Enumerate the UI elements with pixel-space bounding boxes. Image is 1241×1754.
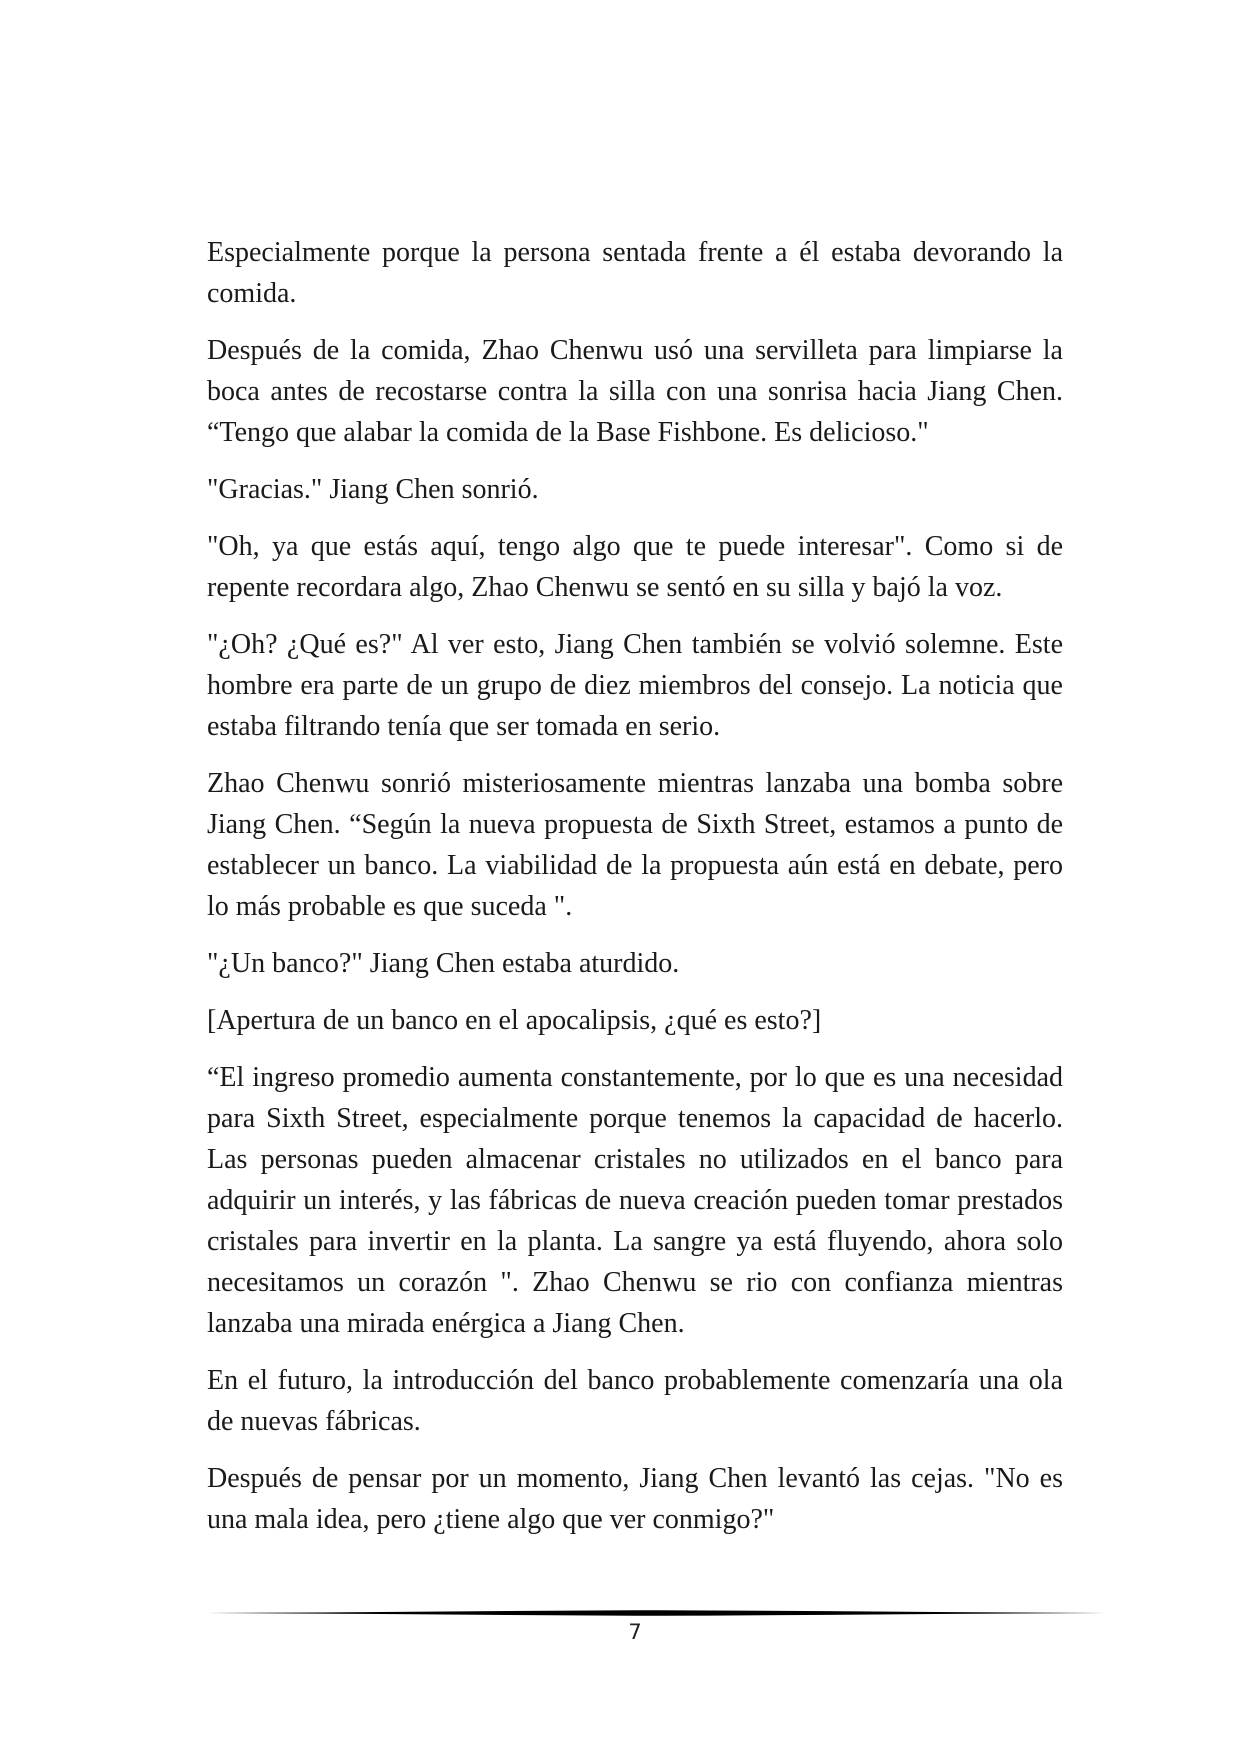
paragraph-4: "Oh, ya que estás aquí, tengo algo que te puede interesar". Como si de repente recordara algo, Zhao Chenwu se sentó en su silla y bajó la voz. xyxy=(207,531,1063,603)
paragraph-7: "¿Un banco?" Jiang Chen estaba aturdido. xyxy=(207,948,680,979)
paragraph-11: Después de pensar por un momento, Jiang Chen levantó las cejas. "No es una mala idea, pero ¿tiene algo que ver conmigo?" xyxy=(207,1463,1063,1535)
paragraph-9: “El ingreso promedio aumenta constantemente, por lo que es una necesidad para Sixth Street, especialmente porque tenemos la capacidad de hacerlo. Las personas pueden almacenar cristales no utilizados en el banco para adquirir un interés, y las fábricas de nueva creación pueden tomar prestados cristales para invertir en la planta. La sangre ya está fluyendo, ahora solo necesitamos un corazón ". Zhao Chenwu se rio con confianza mientras lanzaba una mirada enérgica a Jiang Chen. xyxy=(207,1062,1063,1339)
paragraph-1: Especialmente porque la persona sentada frente a él estaba devorando la comida. xyxy=(207,237,1063,309)
footer-divider xyxy=(207,1606,1107,1620)
paragraph-10: En el futuro, la introducción del banco probablemente comenzaría una ola de nuevas fábricas. xyxy=(207,1365,1063,1437)
paragraph-2: Después de la comida, Zhao Chenwu usó una servilleta para limpiarse la boca antes de recostarse contra la silla con una sonrisa hacia Jiang Chen. “Tengo que alabar la comida de la Base Fishbone. Es delicioso." xyxy=(207,335,1063,448)
body-text xyxy=(207,232,1063,1556)
paragraph-5: "¿Oh? ¿Qué es?" Al ver esto, Jiang Chen también se volvió solemne. Este hombre era parte de un grupo de diez miembros del consejo. La noticia que estaba filtrando tenía que ser tomada en serio. xyxy=(207,629,1063,742)
paragraph-3: "Gracias." Jiang Chen sonrió. xyxy=(207,474,539,505)
paragraph-8: [Apertura de un banco en el apocalipsis, ¿qué es esto?] xyxy=(207,1005,822,1036)
paragraph-6: Zhao Chenwu sonrió misteriosamente mientras lanzaba una bomba sobre Jiang Chen. “Según la nueva propuesta de Sixth Street, estamos a punto de establecer un banco. La viabilidad de la propuesta aún está en debate, pero lo más probable es que suceda ". xyxy=(207,768,1063,922)
page-number: 7 xyxy=(628,1620,642,1644)
